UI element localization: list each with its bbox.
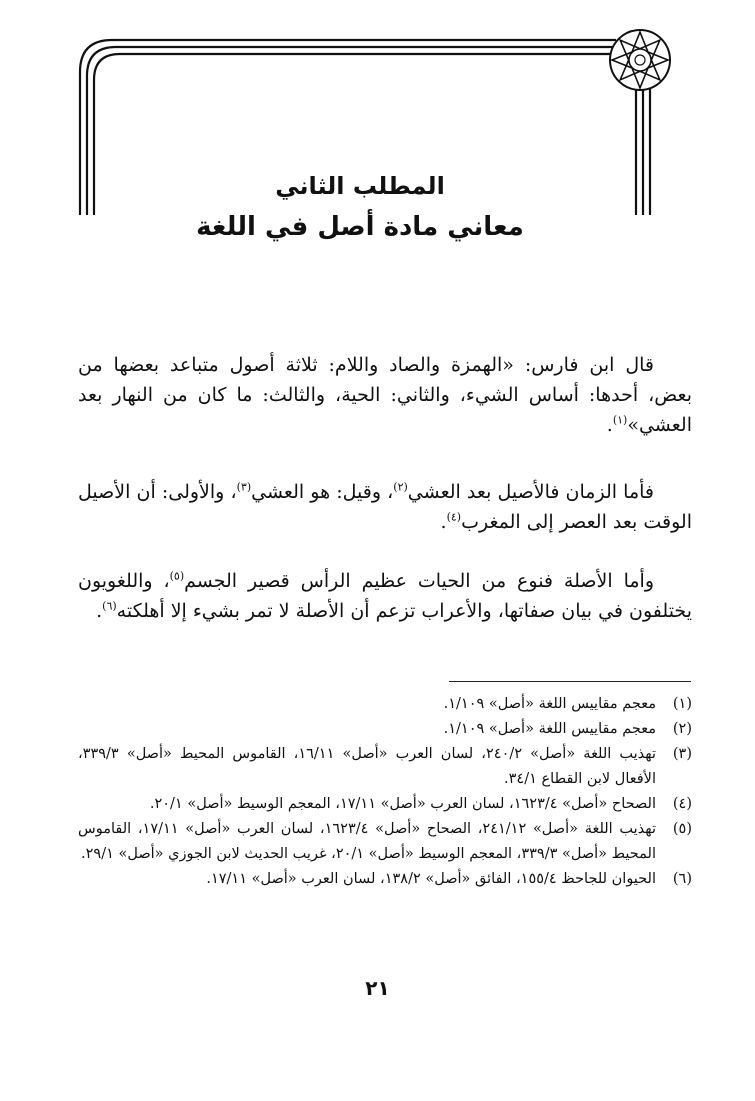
paragraph-2-text-c: ، والأولى: أن الأصيل الوقت بعد العصر إلى المغرب [78,481,692,533]
footnote-text: معجم مقاييس اللغة «أصل» ١/١٠٩. [443,696,656,712]
paragraph-3-end: . [96,600,103,622]
footnote-item [78,717,692,742]
footnote-item [78,817,692,867]
footnote-number: (٥) [672,821,692,837]
paragraph-3 [78,566,692,626]
footnote-divider [449,681,691,682]
footnote-number: (٤) [672,796,692,812]
footnote-number: (٦) [672,871,692,887]
paragraph-1-end: . [606,414,613,436]
paragraph-2-end: . [440,511,447,533]
footnote-text: الصحاح «أصل» ١٦٢٣/٤، لسان العرب «أصل» ١٧/١١، المعجم الوسيط «أصل» ٢٠/١. [149,796,656,812]
footnote-ref-3: (٣) [236,480,252,494]
footnote-ref-5: (٥) [169,569,185,583]
section-title: المطلب الثاني [275,172,445,200]
paragraph-3-text-a: وأما الأصلة فنوع من الحيات عظيم الرأس قصير الجسم [184,570,654,592]
footnotes [78,692,692,892]
footnote-ref-1: (١) [612,413,628,427]
footnote-text: تهذيب اللغة «أصل» ٢٤٠/٢، لسان العرب «أصل» ١٦/١١، القاموس المحيط «أصل» ٣٣٩/٣، الأفعال لابن القطاع ٣٤/١. [78,746,656,787]
paragraph-1-text: قال ابن فارس: «الهمزة والصاد واللام: ثلاثة أصول متباعد بعضها من بعض، أحدها: أساس الشيء، والثاني: الحية، والثالث: ما كان من النهار بعد العشي» [78,354,692,436]
footnote-ref-4: (٤) [446,510,462,524]
star-ornament-icon [600,20,679,99]
footnote-number: (٢) [672,721,692,737]
page-number: ٢١ [365,976,390,1000]
footnote-text: تهذيب اللغة «أصل» ٢٤١/١٢، الصحاح «أصل» ١٦٢٣/٤، لسان العرب «أصل» ١٧/١١، القاموس المحيط «أصل» ٣٣٩/٣، المعجم الوسيط «أصل» ٢٠/١، غريب الحديث لابن الجوزي «أصل» ٢٩/١. [78,821,657,862]
footnote-ref-2: (٢) [393,480,408,494]
paragraph-3-text-b: ، واللغويون يختلفون في بيان صفاتها، والأعراب تزعم أن الأصلة لا تمر بشيء إلا أهلكته [78,570,692,622]
paragraph-2 [78,477,692,537]
footnote-item [78,867,692,892]
footnote-text: الحيوان للجاحظ ١٥٥/٤، الفائق «أصل» ١٣٨/٢، لسان العرب «أصل» ١٧/١١. [206,871,656,887]
footnote-text: معجم مقاييس اللغة «أصل» ١/١٠٩. [443,721,656,737]
footnote-item [78,742,692,792]
section-subtitle: معاني مادة أصل في اللغة [196,212,524,242]
footnote-number: (١) [672,696,692,712]
paragraph-2-text-b: ، وقيل: هو العشي [251,481,394,503]
footnote-item [78,692,692,717]
paragraph-2-text-a: فأما الزمان فالأصيل بعد العشي [407,481,654,503]
footnote-item [78,792,692,817]
footnote-ref-6: (٦) [102,599,117,613]
paragraph-1 [78,350,692,440]
footnote-number: (٣) [672,746,692,762]
